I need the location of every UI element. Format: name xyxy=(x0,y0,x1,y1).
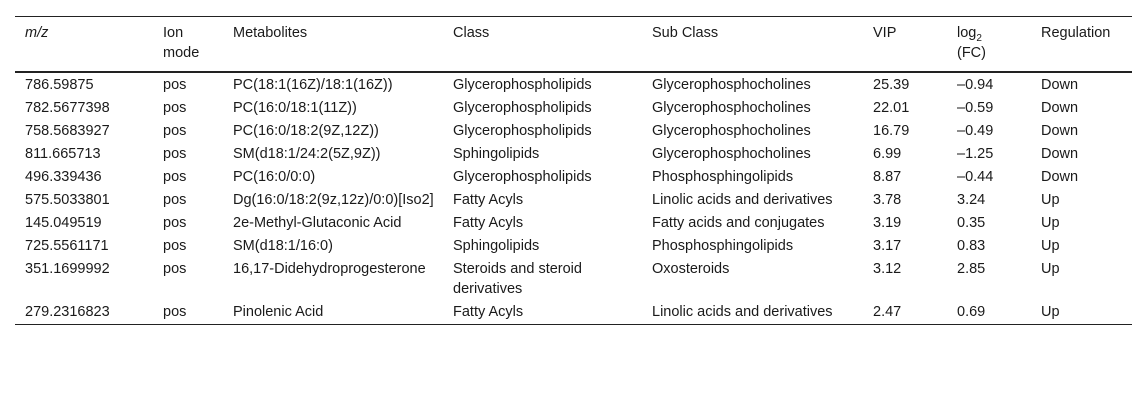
cell-log2fc: 0.35 xyxy=(957,215,986,231)
cell-ion-mode: pos xyxy=(163,192,187,208)
cell-sub-class: Glycerophosphocholines xyxy=(652,146,811,162)
cell-class: Glycerophospholipids xyxy=(453,123,592,139)
header-log2fc-sub: 2 xyxy=(976,32,982,44)
table-row xyxy=(15,189,1132,212)
cell-metabolite: 16,17-Didehydroprogesterone xyxy=(233,261,426,277)
cell-ion-mode: pos xyxy=(163,169,187,185)
cell-vip: 3.19 xyxy=(873,215,902,231)
cell-ion-mode: pos xyxy=(163,123,187,139)
cell-mz: 811.665713 xyxy=(25,146,101,162)
cell-class: Fatty Acyls xyxy=(453,215,524,231)
cell-class: Sphingolipids xyxy=(453,238,540,254)
cell-regulation: Up xyxy=(1041,304,1060,320)
cell-vip: 3.17 xyxy=(873,238,902,254)
table-row xyxy=(15,143,1132,166)
cell-log2fc: –1.25 xyxy=(957,146,994,162)
cell-class: Glycerophospholipids xyxy=(453,169,592,185)
cell-sub-class: Linolic acids and derivatives xyxy=(652,192,833,208)
cell-sub-class: Glycerophosphocholines xyxy=(652,100,811,116)
cell-regulation: Down xyxy=(1041,123,1079,139)
header-row xyxy=(15,17,1132,73)
header-class: Class xyxy=(453,25,490,41)
cell-sub-class: Linolic acids and derivatives xyxy=(652,304,833,320)
cell-regulation: Up xyxy=(1041,215,1060,231)
cell-vip: 3.78 xyxy=(873,192,902,208)
cell-regulation: Down xyxy=(1041,169,1079,185)
cell-metabolite: PC(16:0/0:0) xyxy=(233,169,316,185)
cell-regulation: Down xyxy=(1041,100,1079,116)
cell-ion-mode: pos xyxy=(163,77,187,93)
cell-metabolite: SM(d18:1/16:0) xyxy=(233,238,333,254)
table-row xyxy=(15,97,1132,120)
header-log2fc-prefix: log xyxy=(957,25,977,41)
cell-vip: 25.39 xyxy=(873,77,910,93)
cell-metabolite: PC(16:0/18:2(9Z,12Z)) xyxy=(233,123,379,139)
cell-log2fc: –0.44 xyxy=(957,169,994,185)
cell-ion-mode: pos xyxy=(163,261,187,277)
header-metabolites: Metabolites xyxy=(233,25,308,41)
cell-log2fc: 0.83 xyxy=(957,238,986,254)
cell-mz: 496.339436 xyxy=(25,169,102,185)
cell-sub-class: Oxosteroids xyxy=(652,261,730,277)
cell-metabolite: PC(18:1(16Z)/18:1(16Z)) xyxy=(233,77,393,93)
cell-mz: 145.049519 xyxy=(25,215,102,231)
cell-ion-mode: pos xyxy=(163,146,187,162)
cell-sub-class: Phosphosphingolipids xyxy=(652,238,794,254)
cell-sub-class: Glycerophosphocholines xyxy=(652,123,811,139)
cell-metabolite: 2e-Methyl-Glutaconic Acid xyxy=(233,215,402,231)
cell-vip: 2.47 xyxy=(873,304,902,320)
cell-ion-mode: pos xyxy=(163,304,187,320)
cell-metabolite: SM(d18:1/24:2(5Z,9Z)) xyxy=(233,146,381,162)
cell-log2fc: 0.69 xyxy=(957,304,986,320)
cell-mz: 351.1699992 xyxy=(25,261,110,277)
cell-regulation: Up xyxy=(1041,192,1060,208)
cell-regulation: Down xyxy=(1041,146,1079,162)
cell-metabolite: PC(16:0/18:1(11Z)) xyxy=(233,100,357,116)
cell-sub-class: Fatty acids and conjugates xyxy=(652,215,825,231)
cell-sub-class: Phosphosphingolipids xyxy=(652,169,794,185)
header-regulation: Regulation xyxy=(1041,25,1111,41)
cell-mz: 575.5033801 xyxy=(25,192,110,208)
cell-vip: 6.99 xyxy=(873,146,902,162)
cell-class: Fatty Acyls xyxy=(453,192,524,208)
cell-log2fc: –0.59 xyxy=(957,100,994,116)
cell-log2fc: –0.94 xyxy=(957,77,994,93)
cell-class: Glycerophospholipids xyxy=(453,100,592,116)
cell-ion-mode: pos xyxy=(163,238,187,254)
header-mz: m/z xyxy=(25,25,49,41)
cell-class: Fatty Acyls xyxy=(453,304,524,320)
header-vip: VIP xyxy=(873,25,897,41)
header-sub-class: Sub Class xyxy=(652,25,719,41)
cell-regulation: Down xyxy=(1041,77,1079,93)
cell-class: Steroids and steroid derivatives xyxy=(453,261,582,297)
header-log2fc-suffix: (FC) xyxy=(957,45,986,61)
cell-mz: 758.5683927 xyxy=(25,123,110,139)
cell-class: Sphingolipids xyxy=(453,146,540,162)
table-header xyxy=(15,17,1132,73)
cell-ion-mode: pos xyxy=(163,215,187,231)
table-row xyxy=(15,166,1132,189)
cell-mz: 782.5677398 xyxy=(25,100,110,116)
cell-mz: 786.59875 xyxy=(25,77,94,93)
cell-sub-class: Glycerophosphocholines xyxy=(652,77,811,93)
cell-metabolite: Dg(16:0/18:2(9z,12z)/0:0)[Iso2] xyxy=(233,192,434,208)
header-log2fc xyxy=(947,17,1031,73)
cell-vip: 16.79 xyxy=(873,123,910,139)
cell-mz: 279.2316823 xyxy=(25,304,110,320)
cell-mz: 725.5561171 xyxy=(25,238,109,254)
table-row xyxy=(15,235,1132,258)
cell-vip: 22.01 xyxy=(873,100,910,116)
table-body xyxy=(15,72,1132,325)
header-ion-mode: Ion mode xyxy=(163,25,200,61)
cell-metabolite: Pinolenic Acid xyxy=(233,304,324,320)
cell-vip: 3.12 xyxy=(873,261,902,277)
cell-log2fc: 2.85 xyxy=(957,261,986,277)
table-row xyxy=(15,120,1132,143)
cell-regulation: Up xyxy=(1041,261,1060,277)
table-row xyxy=(15,212,1132,235)
cell-regulation: Up xyxy=(1041,238,1060,254)
cell-class: Glycerophospholipids xyxy=(453,77,592,93)
table-row xyxy=(15,258,1132,301)
metabolites-table xyxy=(15,16,1132,325)
cell-log2fc: 3.24 xyxy=(957,192,986,208)
cell-log2fc: –0.49 xyxy=(957,123,994,139)
table-row xyxy=(15,301,1132,325)
table-row xyxy=(15,72,1132,97)
cell-ion-mode: pos xyxy=(163,100,187,116)
cell-vip: 8.87 xyxy=(873,169,902,185)
